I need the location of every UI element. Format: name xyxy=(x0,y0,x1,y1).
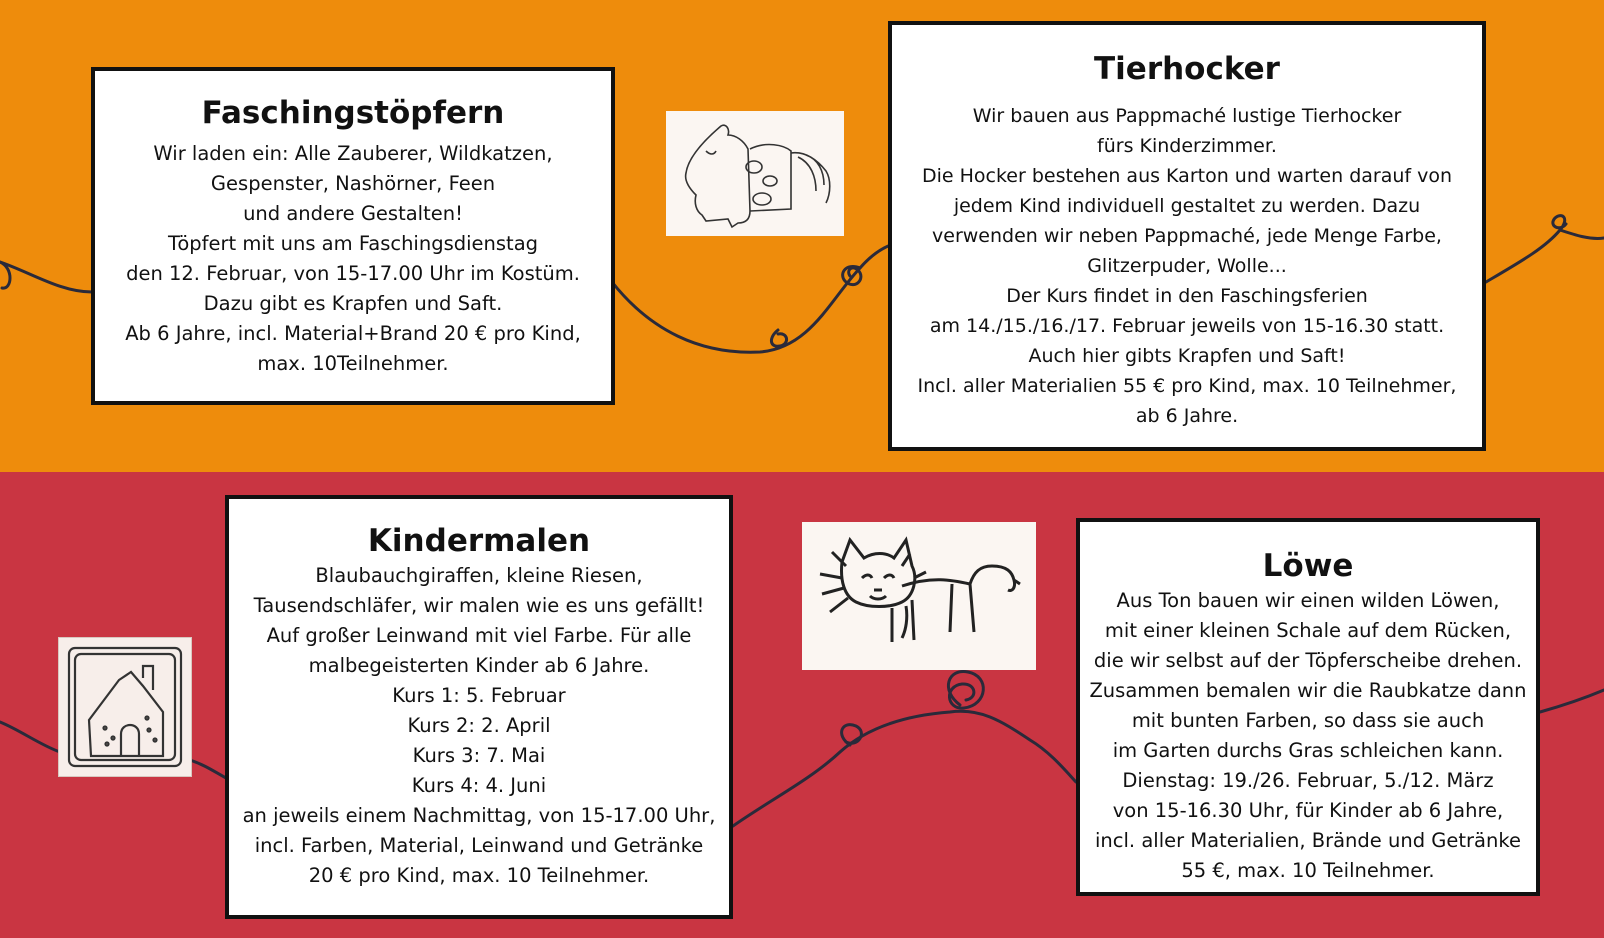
card-text-line: Incl. aller Materialien 55 € pro Kind, max. 10 Teilnehmer, xyxy=(917,375,1457,397)
card-text-line: an jeweils einem Nachmittag, von 15-17.00 Uhr, xyxy=(242,804,716,827)
card-text-line: Kurs 3: 7. Mai xyxy=(412,744,546,767)
card-text-line: im Garten durchs Gras schleichen kann. xyxy=(1112,739,1504,762)
card-text-line: mit einer kleinen Schale auf dem Rücken, xyxy=(1104,619,1512,642)
card-text-line: incl. Farben, Material, Leinwand und Getränke xyxy=(254,834,704,857)
card-text-line: Ab 6 Jahre, incl. Material+Brand 20 € pro Kind, xyxy=(125,322,581,345)
card-text-line: 20 € pro Kind, max. 10 Teilnehmer. xyxy=(308,864,650,887)
course-card-faschingstoepfern xyxy=(91,67,615,405)
card-text-line: und andere Gestalten! xyxy=(243,202,463,225)
card-text-line: max. 10Teilnehmer. xyxy=(257,352,449,375)
card-text-line: den 12. Februar, von 15-17.00 Uhr im Kostüm. xyxy=(126,262,580,285)
card-text-line: malbegeisterten Kinder ab 6 Jahre. xyxy=(308,654,650,677)
card-text-line: fürs Kinderzimmer. xyxy=(1097,135,1277,157)
card-text-line: Glitzerpuder, Wolle... xyxy=(1087,255,1287,277)
card-title: Faschingstöpfern xyxy=(201,95,505,131)
card-text-line: am 14./15./16./17. Februar jeweils von 15-16.30 statt. xyxy=(929,315,1445,337)
card-text-line: Aus Ton bauen wir einen wilden Löwen, xyxy=(1116,589,1500,612)
card-text-line: jedem Kind individuell gestaltet zu werden. Dazu xyxy=(953,195,1421,217)
card-text-line: Der Kurs findet in den Faschingsferien xyxy=(1006,285,1368,307)
card-text-line: Gespenster, Nashörner, Feen xyxy=(210,172,496,195)
card-text-line: Kurs 4: 4. Juni xyxy=(411,774,547,797)
card-title: Löwe xyxy=(1262,548,1354,584)
course-card-tierhocker xyxy=(888,21,1486,451)
card-text-line: Wir bauen aus Pappmaché lustige Tierhocker xyxy=(972,105,1402,127)
card-text-line: Dienstag: 19./26. Februar, 5./12. März xyxy=(1122,769,1494,792)
card-text-line: Blaubauchgiraffen, kleine Riesen, xyxy=(315,564,643,587)
card-text-line: Dazu gibt es Krapfen und Saft. xyxy=(203,292,503,315)
lion-drawing xyxy=(802,522,1036,670)
course-card-loewe xyxy=(1076,518,1540,896)
horse-drawing xyxy=(666,111,844,236)
course-card-kindermalen xyxy=(225,495,733,919)
card-title: Tierhocker xyxy=(1094,51,1280,87)
card-text-line: 55 €, max. 10 Teilnehmer. xyxy=(1181,859,1435,882)
card-text-line: Töpfert mit uns am Faschingsdienstag xyxy=(167,232,539,255)
card-text-line: von 15-16.30 Uhr, für Kinder ab 6 Jahre, xyxy=(1112,799,1504,822)
card-text-line: Auch hier gibts Krapfen und Saft! xyxy=(1028,345,1346,367)
card-text-line: die wir selbst auf der Töpferscheibe drehen. xyxy=(1093,649,1523,672)
card-text-line: Die Hocker bestehen aus Karton und warten darauf von xyxy=(921,165,1453,187)
card-text-line: ab 6 Jahre. xyxy=(1135,405,1239,427)
card-text-line: Auf großer Leinwand mit viel Farbe. Für alle xyxy=(266,624,692,647)
card-title: Kindermalen xyxy=(367,523,591,559)
card-text-line: Wir laden ein: Alle Zauberer, Wildkatzen, xyxy=(153,142,553,165)
card-text-line: incl. aller Materialien, Brände und Getränke xyxy=(1095,829,1521,852)
card-text-line: Kurs 2: 2. April xyxy=(407,714,551,737)
card-text-line: Tausendschläfer, wir malen wie es uns gefällt! xyxy=(253,594,705,617)
card-text-line: mit bunten Farben, so dass sie auch xyxy=(1131,709,1485,732)
house-drawing xyxy=(58,637,192,777)
card-text-line: Kurs 1: 5. Februar xyxy=(392,684,566,707)
card-text-line: verwenden wir neben Pappmaché, jede Menge Farbe, xyxy=(932,225,1442,247)
card-text-line: Zusammen bemalen wir die Raubkatze dann xyxy=(1089,679,1527,702)
